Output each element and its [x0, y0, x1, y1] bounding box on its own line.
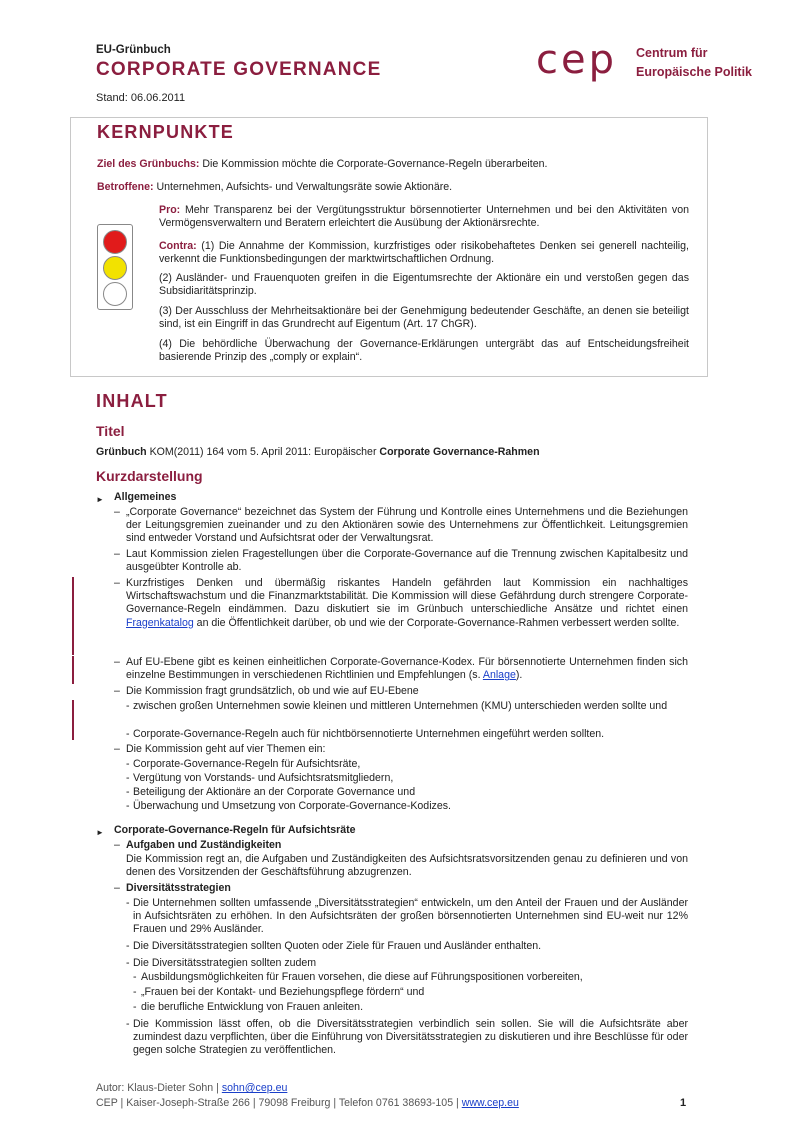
titel-bold-1: Grünbuch: [96, 446, 147, 458]
kurzdarstellung-heading: Kurzdarstellung: [96, 468, 203, 484]
footer-author: Autor: Klaus-Dieter Sohn |: [96, 1082, 222, 1094]
topic-item-4: Überwachung und Umsetzung von Corporate-Governance-Kodizes.: [133, 800, 451, 812]
titel-heading: Titel: [96, 423, 125, 439]
sub-heading-diversitaet: Diversitätsstrategien: [126, 882, 231, 894]
dash-bullet: –: [114, 839, 120, 851]
logo-name-line-2: Europäische Politik: [636, 65, 753, 79]
kernpunkte-title: KERNPUNKTE: [97, 122, 235, 142]
para-4-text-a: Auf EU-Ebene gibt es keinen einheitlichen Corporate-Governance-Kodex. Für börsennotierte Unternehmen finden sich einzelne Bestimmungen in verschiedenen Richtlinien und Empfehlungen (s.: [126, 656, 688, 682]
contra-point-3: (3) Der Ausschluss der Mehrheitsaktionäre bei der Genehmigung bedeutender Geschäfte, an denen sie beteiligt sind, ist ein Eingriff in das Grundrecht auf Eigentum (Art. 17 ChGR).: [159, 305, 689, 331]
diversitaet-subitem-a: Ausbildungsmöglichkeiten für Frauen vorsehen, die diese auf Führungspositionen vorbereiten,: [141, 971, 583, 983]
doc-date: Stand: 06.06.2011: [96, 92, 186, 104]
traffic-light-icon: [97, 224, 133, 310]
topic-item-3: Beteiligung der Aktionäre an der Corporate Governance und: [133, 786, 416, 798]
section-allgemeines: Allgemeines: [114, 491, 177, 503]
allgemeines-para-5: Die Kommission fragt grundsätzlich, ob und wie auf EU-Ebene: [126, 685, 419, 697]
page-number: 1: [680, 1097, 687, 1109]
change-marker: [72, 577, 74, 655]
section-arrow-icon: ►: [96, 495, 104, 504]
diversitaet-item-2: Die Diversitätsstrategien sollten Quoten oder Ziele für Frauen und Ausländer enthalten.: [133, 940, 542, 952]
sub-bullet: -: [126, 1018, 130, 1030]
diversitaet-subitem-b: „Frauen bei der Kontakt- und Beziehungspflege fördern“ und: [141, 986, 425, 998]
change-marker: [72, 656, 74, 684]
topic-item-2: Vergütung von Vorstands- und Aufsichtsratsmitgliedern,: [133, 772, 394, 784]
pro-point: [159, 204, 689, 230]
ziel-line: [97, 158, 547, 171]
aufgaben-text: Die Kommission regt an, die Aufgaben und Zuständigkeiten des Aufsichtsratsvorsitzenden genau zu definieren und von denen des Vorsitzenden der Geschäftsführung abzugrenzen.: [126, 853, 688, 879]
anlage-link[interactable]: Anlage: [482, 669, 516, 682]
allgemeines-para-6: Die Kommission geht auf vier Themen ein:: [126, 743, 326, 755]
titel-bold-2: Corporate Governance-Rahmen: [379, 446, 540, 458]
sub-sub-bullet: -: [133, 971, 137, 983]
diversitaet-item-3: Die Diversitätsstrategien sollten zudem: [133, 957, 317, 969]
dash-bullet: –: [114, 656, 120, 668]
logo-mark: cep: [536, 37, 617, 83]
allgemeines-para-2: Laut Kommission zielen Fragestellungen über die Corporate-Governance auf die Trennung zwischen Kapitalbesitz und ausgeübter Kontrolle ab.: [126, 548, 688, 574]
contra-text-1: (1) Die Annahme der Kommission, kurzfristiges oder risikobehaftetes Denken sei generell nachteilig, verkennt die Funktionsbedingungen der marktwirtschaftlichen Ordnung.: [159, 240, 689, 266]
sub-bullet: -: [126, 700, 130, 712]
allgemeines-para-3: [126, 577, 688, 630]
section-arrow-icon: ►: [96, 828, 104, 837]
fragenkatalog-link[interactable]: Fragenkatalog: [126, 616, 194, 629]
contra-point-2: (2) Ausländer- und Frauenquoten greifen in die Eigentumsrechte der Aktionäre ein und verstoßen gegen das Subsidiaritätsprinzip.: [159, 272, 689, 298]
dash-bullet: –: [114, 506, 120, 518]
para-5-item-1: zwischen großen Unternehmen sowie kleinen und mittleren Unternehmen (KMU) unterschieden werden sollte und: [133, 700, 668, 712]
sub-bullet: -: [126, 758, 130, 770]
cep-logo: [536, 38, 756, 88]
sub-bullet: -: [126, 897, 130, 909]
kernpunkte-box: [70, 117, 708, 377]
diversitaet-item-1: Die Unternehmen sollten umfassende „Diversitätsstrategien“ entwickeln, um den Anteil der Frauen und der Ausländer in Aufsichtsräten zu erhöhen. In den Aufsichtsräten der großen börsennotierten Unternehmen sind EU-weit nur 12% Frauen und 29% Ausländer.: [133, 897, 688, 936]
para-5-item-2: Corporate-Governance-Regeln auch für nichtbörsennotierte Unternehmen eingeführt werden sollten.: [133, 728, 605, 740]
red-light-icon: [103, 230, 127, 254]
contra-point-1: [159, 240, 689, 266]
topic-item-1: Corporate-Governance-Regeln für Aufsichtsräte,: [133, 758, 361, 770]
pro-text: Mehr Transparenz bei der Vergütungsstruktur börsennotierter Unternehmen und bei den Aktivitäten von Vermögensverwaltern und Beratern erleichtert die Ausübung der Aktionärsrechte.: [159, 204, 689, 230]
sub-heading-aufgaben: Aufgaben und Zuständigkeiten: [126, 839, 282, 851]
website-link[interactable]: www.cep.eu: [461, 1097, 519, 1109]
allgemeines-para-4: [126, 656, 688, 682]
contra-label: Contra:: [159, 240, 197, 252]
sub-bullet: -: [126, 800, 130, 812]
betroffene-label: Betroffene:: [97, 181, 154, 193]
white-light-icon: [103, 282, 127, 306]
para-4-text-b: ).: [515, 669, 523, 682]
inhalt-heading: INHALT: [96, 391, 168, 411]
contra-point-4: (4) Die behördliche Überwachung der Governance-Erklärungen untergräbt das auf Entscheidungsfreiheit basierende Prinzip des „comply or explain“.: [159, 338, 689, 364]
allgemeines-para-1: „Corporate Governance“ bezeichnet das System der Führung und Kontrolle eines Unternehmens und die Beziehungen der Leitungsgremien zueinander und zu den Aktionären sowie des Unternehmens zur Öffentlichkeit. Leitungsgremien sind entweder Vorstand und Aufsichtsrat oder der Verwaltungsrat.: [126, 506, 688, 545]
betroffene-line: [97, 181, 452, 194]
doc-type: EU-Grünbuch: [96, 44, 171, 56]
change-marker: [72, 700, 74, 740]
footer-address: CEP | Kaiser-Joseph-Straße 266 | 79098 Freiburg | Telefon 0761 38693-105 |: [96, 1097, 462, 1109]
sub-bullet: -: [126, 786, 130, 798]
yellow-light-icon: [103, 256, 127, 280]
dash-bullet: –: [114, 685, 120, 697]
sub-bullet: -: [126, 728, 130, 740]
ziel-text: Die Kommission möchte die Corporate-Governance-Regeln überarbeiten.: [199, 158, 548, 170]
dash-bullet: –: [114, 548, 120, 560]
betroffene-text: Unternehmen, Aufsichts- und Verwaltungsräte sowie Aktionäre.: [153, 181, 453, 193]
section-aufsichtsraete: Corporate-Governance-Regeln für Aufsichtsräte: [114, 824, 356, 836]
footer-author-line: [96, 1081, 519, 1096]
para-3-text-a: Kurzfristiges Denken und übermäßig riskantes Handeln gefährden laut Kommission ein nachhaltiges Wirtschaftswachstum und die Finanzmarktstabilität. Die Kommission will diese Gefährdung durch strengere Corporate-Governance-Regeln eindämmen. Dazu diskutiert sie im Grünbuch unterschiedliche Ansätze und richtet einen: [126, 577, 688, 616]
page-footer: [96, 1081, 519, 1111]
logo-name: [636, 44, 766, 82]
pro-label: Pro:: [159, 204, 181, 216]
author-email-link[interactable]: sohn@cep.eu: [221, 1082, 288, 1094]
titel-line: [96, 446, 540, 459]
diversitaet-subitem-c: die berufliche Entwicklung von Frauen anleiten.: [141, 1001, 364, 1013]
para-3-text-b: an die Öffentlichkeit darüber, ob und wie der Corporate-Governance-Rahmen verbessert werden sollte.: [193, 616, 680, 629]
footer-address-line: [96, 1096, 519, 1111]
sub-bullet: -: [126, 940, 130, 952]
dash-bullet: –: [114, 882, 120, 894]
diversitaet-item-4: Die Kommission lässt offen, ob die Diversitätsstrategien verbindlich sein sollen. Sie will die Aufsichtsräte aber zumindest dazu verpflichten, über die Einführung von Diversitätsstrategien zu diskutieren und ihre Beschlüsse für oder gegen solche Strategien zu veröffentlichen.: [133, 1018, 688, 1057]
sub-sub-bullet: -: [133, 1001, 137, 1013]
dash-bullet: –: [114, 743, 120, 755]
sub-bullet: -: [126, 772, 130, 784]
ziel-label: Ziel des Grünbuchs:: [97, 158, 200, 170]
logo-name-line-1: Centrum für: [636, 46, 708, 60]
sub-bullet: -: [126, 957, 130, 969]
page-title: CORPORATE GOVERNANCE: [96, 59, 382, 80]
sub-sub-bullet: -: [133, 986, 137, 998]
dash-bullet: –: [114, 577, 120, 589]
titel-mid: KOM(2011) 164 vom 5. April 2011: Europäischer: [146, 446, 380, 458]
